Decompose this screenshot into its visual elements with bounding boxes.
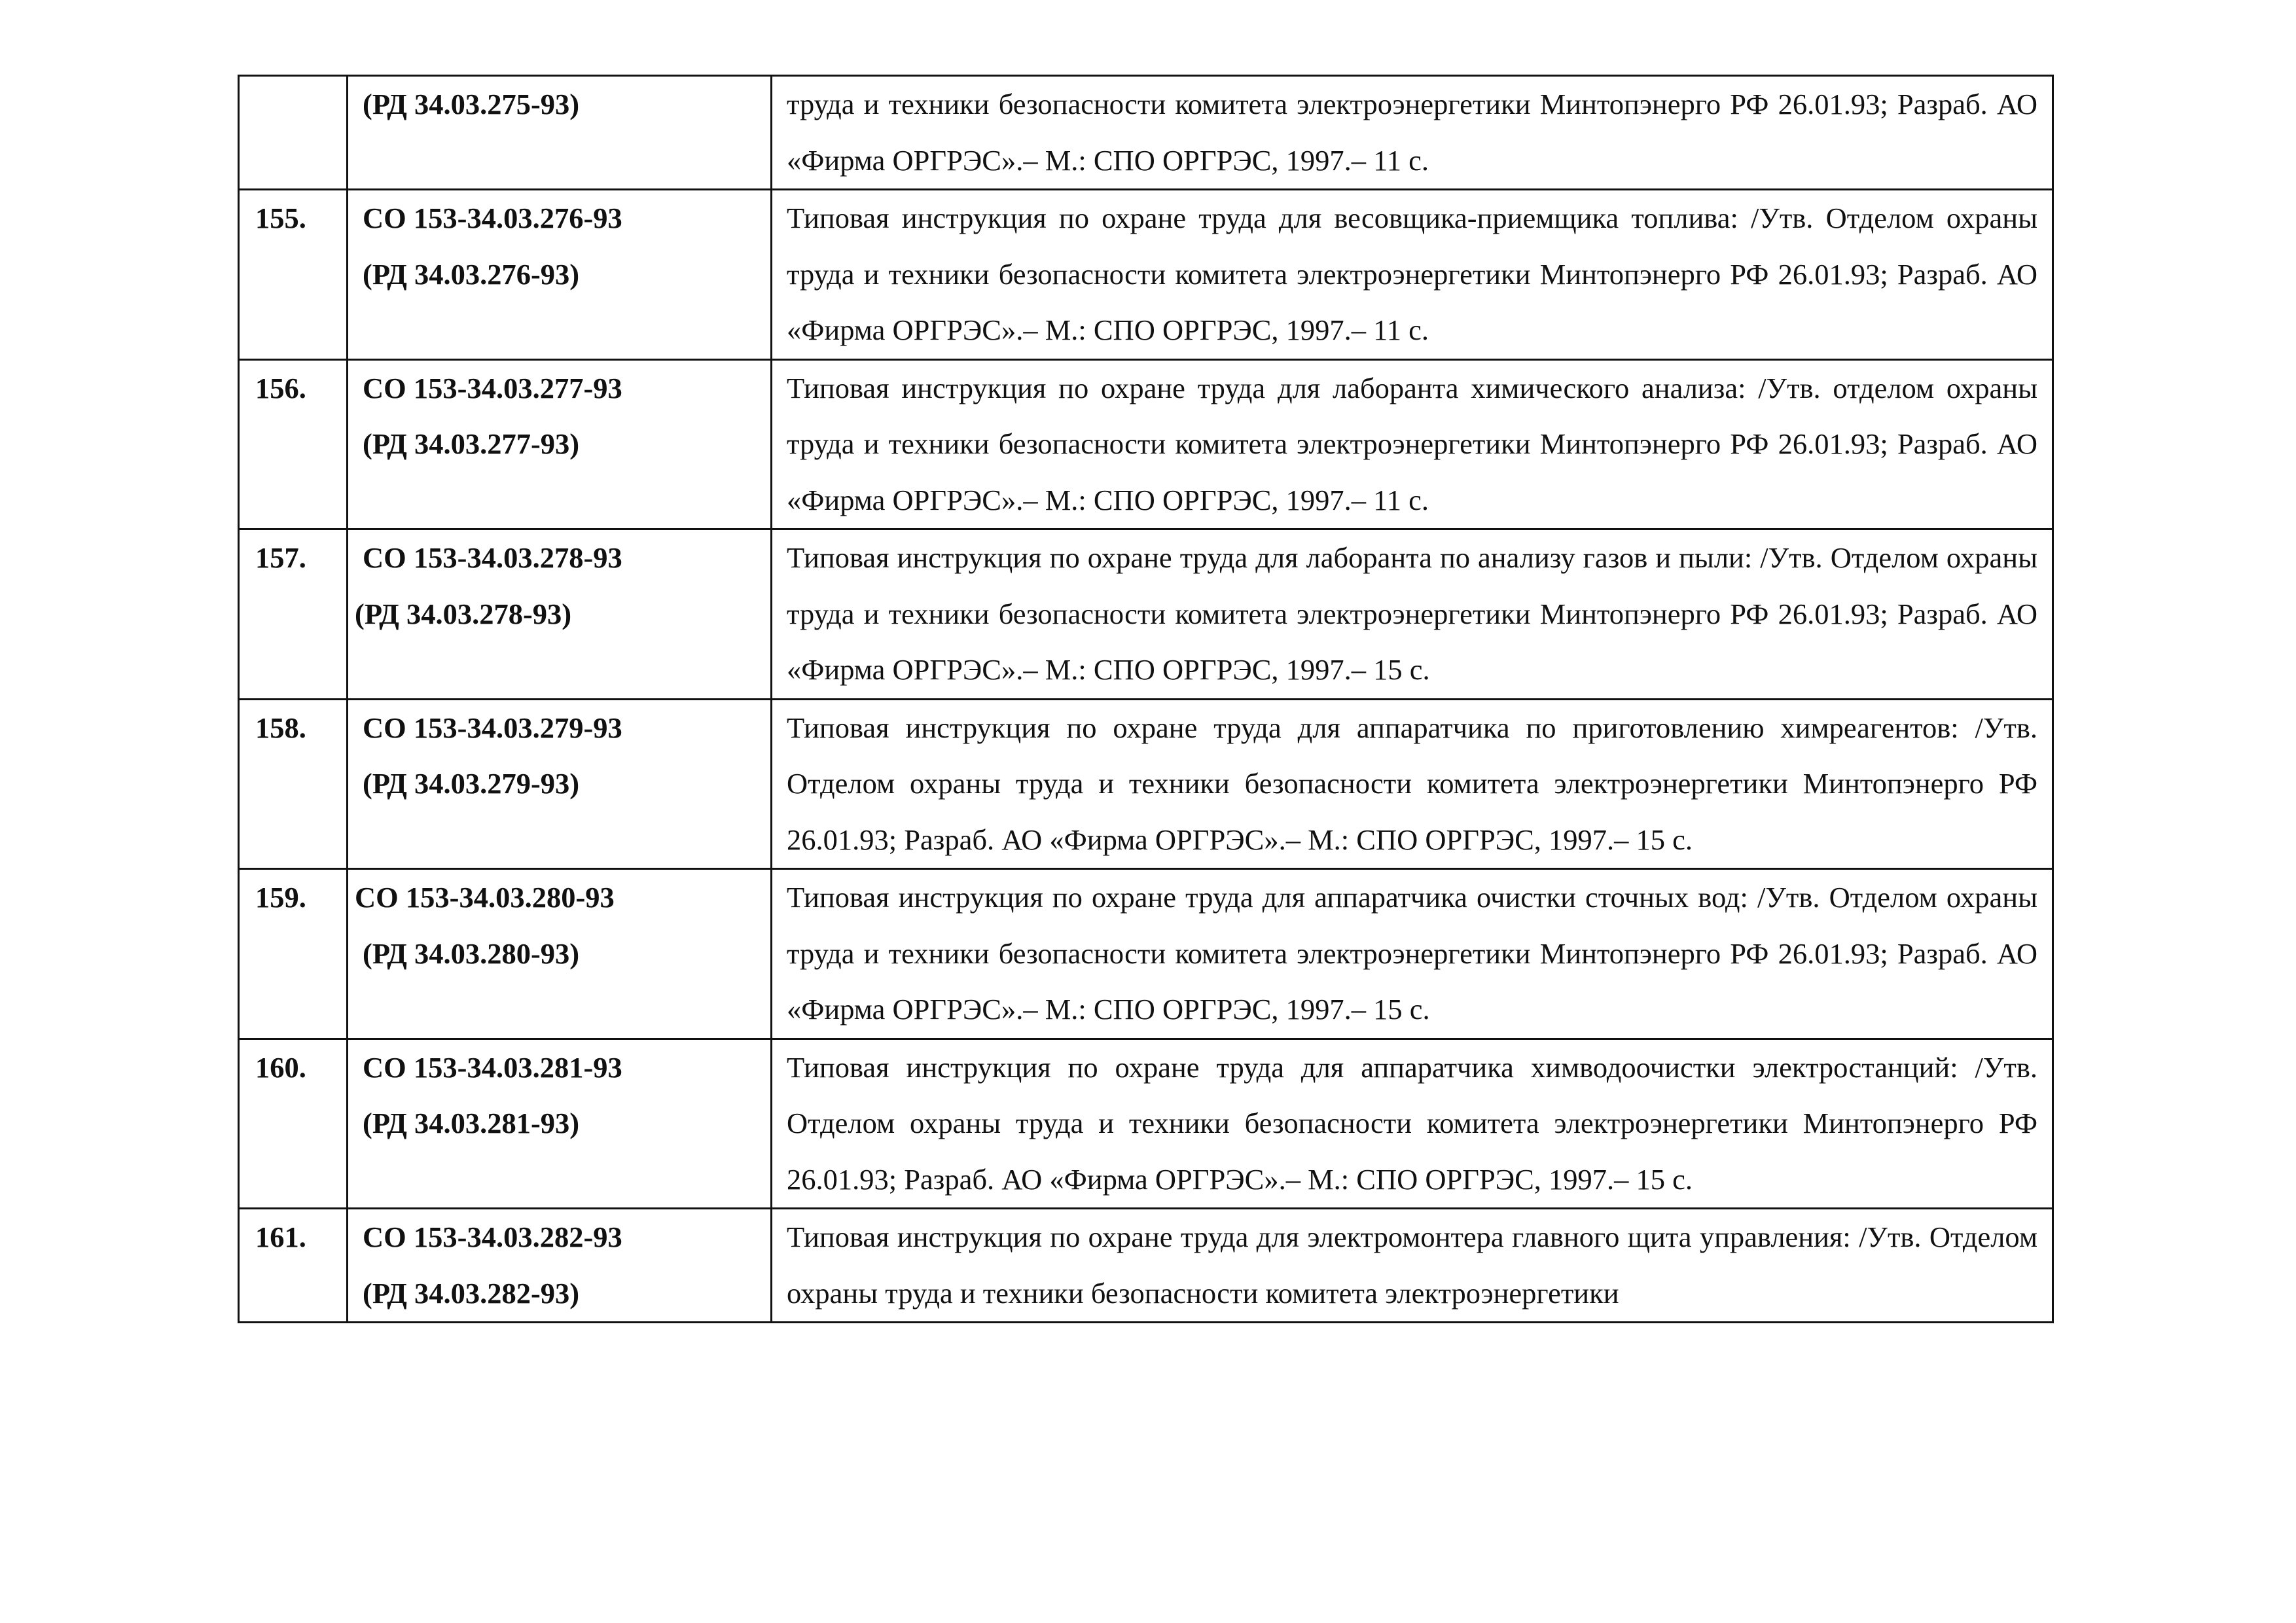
document-description: Типовая инструкция по охране труда для весовщика-приемщика топлива: /Утв. Отделом охраны труда и техники безопасности комитета электроэнергетики Минтопэнерго РФ 26.01.93; Разраб. АО «Фирма ОРГРЭС».– М.: СПО ОРГРЭС, 1997.– 11 с.: [772, 190, 2053, 360]
table-row: [239, 1209, 2053, 1323]
document-description: Типовая инструкция по охране труда для аппаратчика по приготовлению химреагентов: /Утв. Отделом охраны труда и техники безопасности комитета электроэнергетики Минтопэнерго РФ 26.01.93; Разраб. АО «Фирма ОРГРЭС».– М.: СПО ОРГРЭС, 1997.– 15 с.: [772, 699, 2053, 869]
document-code-cell: [348, 869, 772, 1039]
document-description: Типовая инструкция по охране труда для аппаратчика очистки сточных вод: /Утв. Отделом охраны труда и техники безопасности комитета электроэнергетики Минтопэнерго РФ 26.01.93; Разраб. АО «Фирма ОРГРЭС».– М.: СПО ОРГРЭС, 1997.– 15 с.: [772, 869, 2053, 1039]
row-number: 158.: [239, 699, 348, 869]
table-row: [239, 1039, 2053, 1209]
document-code-alt: (РД 34.03.276-93): [363, 257, 580, 291]
document-description: Типовая инструкция по охране труда для аппаратчика химводоочистки электростанций: /Утв. Отделом охраны труда и техники безопасности комитета электроэнергетики Минтопэнерго РФ 26.01.93; Разраб. АО «Фирма ОРГРЭС».– М.: СПО ОРГРЭС, 1997.– 15 с.: [772, 1039, 2053, 1209]
row-number: 161.: [239, 1209, 348, 1323]
document-code-cell: [348, 699, 772, 869]
document-description: труда и техники безопасности комитета электроэнергетики Минтопэнерго РФ 26.01.93; Разраб. АО «Фирма ОРГРЭС».– М.: СПО ОРГРЭС, 1997.– 11 с.: [772, 76, 2053, 190]
document-code-cell: [348, 1039, 772, 1209]
table-row: [239, 359, 2053, 529]
row-number: 157.: [239, 529, 348, 700]
table-row: [239, 190, 2053, 360]
document-code-alt: (РД 34.03.275-93): [363, 88, 580, 120]
row-number: [239, 76, 348, 190]
document-code-cell: [348, 359, 772, 529]
document-code: СО 153-34.03.276-93: [363, 202, 622, 234]
row-number: 156.: [239, 359, 348, 529]
document-description: Типовая инструкция по охране труда для электромонтера главного щита управления: /Утв. Отделом охраны труда и техники безопасности комитета электроэнергетики: [772, 1209, 2053, 1323]
document-code: СО 153-34.03.279-93: [363, 711, 622, 744]
document-code-cell: [348, 1209, 772, 1323]
table-row: [239, 76, 2053, 190]
row-number: 155.: [239, 190, 348, 360]
table-row: [239, 869, 2053, 1039]
document-code: СО 153-34.03.282-93: [363, 1221, 622, 1253]
row-number: 159.: [239, 869, 348, 1039]
document-code-alt: (РД 34.03.280-93): [363, 936, 580, 970]
document-code: СО 153-34.03.278-93: [363, 541, 622, 574]
document-code-alt: (РД 34.03.278-93): [355, 597, 572, 630]
table-row: [239, 699, 2053, 869]
document-code-alt: (РД 34.03.279-93): [363, 767, 580, 800]
document-code: СО 153-34.03.281-93: [363, 1050, 622, 1084]
row-number: 160.: [239, 1039, 348, 1209]
document-code-cell: [348, 190, 772, 360]
document-code-cell: [348, 529, 772, 700]
document-description: Типовая инструкция по охране труда для лаборанта по анализу газов и пыли: /Утв. Отделом охраны труда и техники безопасности комитета электроэнергетики Минтопэнерго РФ 26.01.93; Разраб. АО «Фирма ОРГРЭС».– М.: СПО ОРГРЭС, 1997.– 15 с.: [772, 529, 2053, 700]
document-code: СО 153-34.03.277-93: [363, 371, 622, 404]
document-code-alt: (РД 34.03.282-93): [363, 1276, 580, 1310]
document-description: Типовая инструкция по охране труда для лаборанта химического анализа: /Утв. отделом охраны труда и техники безопасности комитета электроэнергетики Минтопэнерго РФ 26.01.93; Разраб. АО «Фирма ОРГРЭС».– М.: СПО ОРГРЭС, 1997.– 11 с.: [772, 359, 2053, 529]
table-row: [239, 529, 2053, 700]
document-code-alt: (РД 34.03.281-93): [363, 1107, 580, 1139]
standards-table: [238, 75, 2054, 1323]
document-code-cell: [348, 76, 772, 190]
document-code-alt: (РД 34.03.277-93): [363, 427, 580, 460]
document-code: СО 153-34.03.280-93: [355, 881, 615, 914]
document-page: [238, 75, 2052, 1323]
